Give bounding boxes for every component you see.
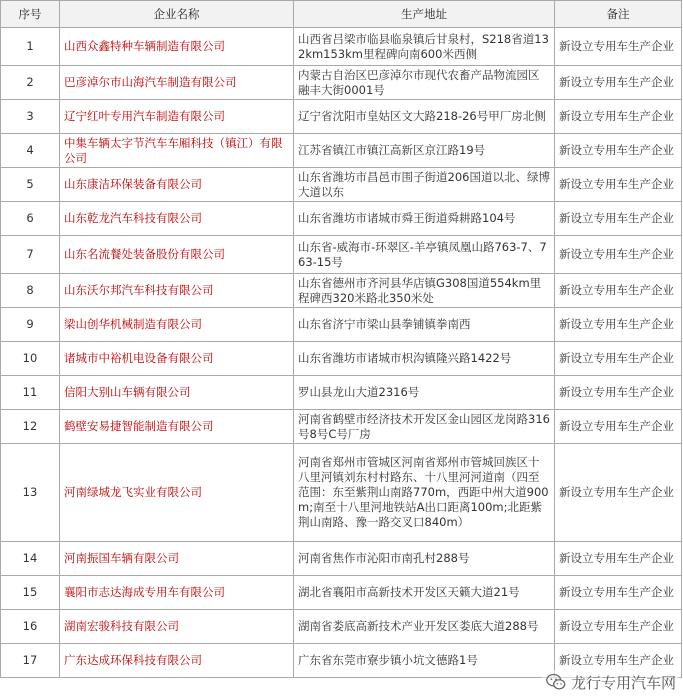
row-note: 新设立专用车生产企业 [555, 274, 682, 308]
row-serial: 10 [1, 342, 60, 376]
row-company: 辽宁红叶专用汽车制造有限公司 [60, 100, 294, 134]
row-company: 山东沃尔邦汽车科技有限公司 [60, 274, 294, 308]
table-row [1, 100, 682, 134]
table-row [1, 444, 682, 542]
table-row [1, 410, 682, 444]
row-note: 新设立专用车生产企业 [555, 236, 682, 274]
row-serial: 14 [1, 542, 60, 576]
row-company: 诸城市中裕机电设备有限公司 [60, 342, 294, 376]
row-note: 新设立专用车生产企业 [555, 444, 682, 542]
row-serial: 5 [1, 168, 60, 202]
table-row [1, 28, 682, 66]
row-serial: 1 [1, 28, 60, 66]
row-note: 新设立专用车生产企业 [555, 576, 682, 610]
table-row [1, 610, 682, 644]
header-company: 企业名称 [60, 1, 294, 28]
row-address: 广东省东莞市寮步镇小坑文德路1号 [294, 644, 555, 678]
row-note: 新设立专用车生产企业 [555, 376, 682, 410]
row-note: 新设立专用车生产企业 [555, 610, 682, 644]
row-serial: 7 [1, 236, 60, 274]
row-address: 辽宁省沈阳市皇姑区文大路218-26号甲厂房北侧 [294, 100, 555, 134]
table-row [1, 542, 682, 576]
row-company: 山东名流餐处装备股份有限公司 [60, 236, 294, 274]
table-row [1, 274, 682, 308]
row-company: 山东康洁环保装备有限公司 [60, 168, 294, 202]
table-row [1, 376, 682, 410]
header-address: 生产地址 [294, 1, 555, 28]
row-serial: 8 [1, 274, 60, 308]
row-company: 襄阳市志达海成专用车有限公司 [60, 576, 294, 610]
table-row [1, 236, 682, 274]
table-row [1, 342, 682, 376]
row-address: 河南省郑州市管城区河南省郑州市管城回族区十八里河镇刘东村村路东、十八里河河道南（四至范围：东至紫荆山南路770m，西距中州大道900m;南至十八里河地铁站A出口距离100m;北距紫荆山南路、豫一路交叉口840m） [294, 444, 555, 542]
row-note: 新设立专用车生产企业 [555, 410, 682, 444]
row-company: 中集车辆太字节汽车车厢科技（镇江）有限公司 [60, 134, 294, 168]
header-serial: 序号 [1, 1, 60, 28]
table-row [1, 576, 682, 610]
row-note: 新设立专用车生产企业 [555, 100, 682, 134]
row-address: 河南省鹤壁市经济技术开发区金山园区龙岗路316号8号C号厂房 [294, 410, 555, 444]
row-note: 新设立专用车生产企业 [555, 202, 682, 236]
row-serial: 2 [1, 66, 60, 100]
row-note: 新设立专用车生产企业 [555, 308, 682, 342]
row-note: 新设立专用车生产企业 [555, 66, 682, 100]
header-note: 备注 [555, 1, 682, 28]
row-address: 山东省潍坊市昌邑市围子街道206国道以北、绿博大道以东 [294, 168, 555, 202]
row-address: 内蒙古自治区巴彦淖尔市现代农畜产品物流园区融丰大街0001号 [294, 66, 555, 100]
wechat-icon [545, 671, 567, 693]
row-serial: 3 [1, 100, 60, 134]
row-address: 山东省潍坊市诸城市枳沟镇隆兴路1422号 [294, 342, 555, 376]
row-address: 罗山县龙山大道2316号 [294, 376, 555, 410]
table-row [1, 202, 682, 236]
row-company: 信阳大别山车辆有限公司 [60, 376, 294, 410]
row-serial: 15 [1, 576, 60, 610]
row-note: 新设立专用车生产企业 [555, 644, 682, 678]
row-address: 江苏省镇江市镇江高新区京江路19号 [294, 134, 555, 168]
table-header-row [1, 1, 682, 28]
watermark [542, 670, 679, 694]
row-address: 湖南省娄底高新技术产业开发区娄底大道288号 [294, 610, 555, 644]
row-company: 梁山创华机械制造有限公司 [60, 308, 294, 342]
row-address: 山东省潍坊市诸城市舜王街道舜耕路104号 [294, 202, 555, 236]
row-company: 湖南宏骏科技有限公司 [60, 610, 294, 644]
row-address: 山东省济宁市梁山县拳铺镇拳南西 [294, 308, 555, 342]
row-address: 湖北省襄阳市高新技术开发区天籁大道21号 [294, 576, 555, 610]
row-serial: 11 [1, 376, 60, 410]
row-note: 新设立专用车生产企业 [555, 168, 682, 202]
row-serial: 13 [1, 444, 60, 542]
row-company: 广东达成环保科技有限公司 [60, 644, 294, 678]
row-serial: 16 [1, 610, 60, 644]
row-note: 新设立专用车生产企业 [555, 542, 682, 576]
row-company: 山东乾龙汽车科技有限公司 [60, 202, 294, 236]
row-serial: 6 [1, 202, 60, 236]
row-address: 河南省焦作市沁阳市南孔村288号 [294, 542, 555, 576]
row-serial: 12 [1, 410, 60, 444]
watermark-text: 龙行专用汽车网 [570, 673, 676, 692]
row-address: 山东省-威海市-环翠区-羊亭镇凤凰山路763-7、763-15号 [294, 236, 555, 274]
row-address: 山东省德州市齐河县华店镇G308国道554km里程碑西320米路北350米处 [294, 274, 555, 308]
row-company: 河南振国车辆有限公司 [60, 542, 294, 576]
row-serial: 9 [1, 308, 60, 342]
table-row [1, 66, 682, 100]
table-row [1, 168, 682, 202]
row-serial: 4 [1, 134, 60, 168]
row-note: 新设立专用车生产企业 [555, 134, 682, 168]
row-note: 新设立专用车生产企业 [555, 28, 682, 66]
row-company: 巴彦淖尔市山海汽车制造有限公司 [60, 66, 294, 100]
row-company: 河南绿城龙飞实业有限公司 [60, 444, 294, 542]
row-company: 山西众鑫特种车辆制造有限公司 [60, 28, 294, 66]
table-row [1, 308, 682, 342]
row-note: 新设立专用车生产企业 [555, 342, 682, 376]
row-company: 鹤壁安易捷智能制造有限公司 [60, 410, 294, 444]
row-address: 山西省吕梁市临县临泉镇后甘泉村，S218省道132km153km里程碑向南600米西侧 [294, 28, 555, 66]
row-serial: 17 [1, 644, 60, 678]
table-row [1, 134, 682, 168]
